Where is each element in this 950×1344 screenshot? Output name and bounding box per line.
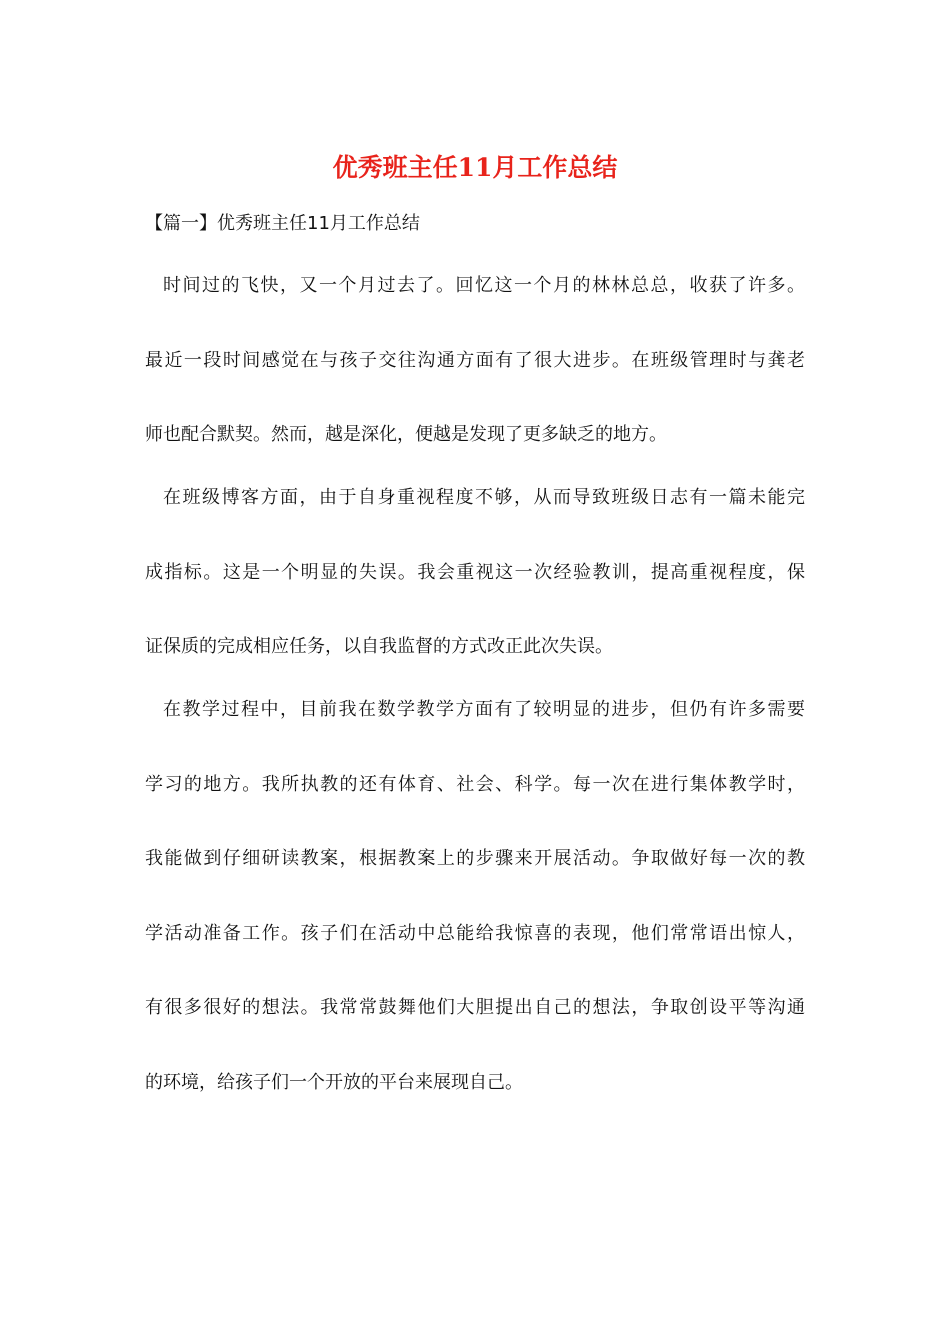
section-heading: 【篇一】优秀班主任11月工作总结 xyxy=(145,213,420,234)
paragraph-line: 最近一段时间感觉在与孩子交往沟通方面有了很大进步。在班级管理时与龚老 xyxy=(145,350,805,371)
paragraph-line: 有很多很好的想法。我常常鼓舞他们大胆提出自己的想法，争取创设平等沟通 xyxy=(145,997,805,1018)
paragraph-line: 师也配合默契。然而，越是深化，便越是发现了更多缺乏的地方。 xyxy=(145,424,667,445)
paragraph-line: 的环境，给孩子们一个开放的平台来展现自己。 xyxy=(145,1072,523,1093)
paragraph-line: 学习的地方。我所执教的还有体育、社会、科学。每一次在进行集体教学时， xyxy=(145,774,805,795)
paragraph-line: 在班级博客方面，由于自身重视程度不够，从而导致班级日志有一篇未能完 xyxy=(163,487,805,508)
paragraph-line: 成指标。这是一个明显的失误。我会重视这一次经验教训，提高重视程度，保 xyxy=(145,562,805,583)
paragraph-line: 在教学过程中，目前我在数学教学方面有了较明显的进步，但仍有许多需要 xyxy=(163,699,805,720)
paragraph-line: 证保质的完成相应任务，以自我监督的方式改正此次失误。 xyxy=(145,636,613,657)
paragraph-line: 我能做到仔细研读教案，根据教案上的步骤来开展活动。争取做好每一次的教 xyxy=(145,848,805,869)
document-title: 优秀班主任11月工作总结 xyxy=(332,153,618,182)
paragraph-line: 时间过的飞快，又一个月过去了。回忆这一个月的林林总总，收获了许多。 xyxy=(163,275,805,296)
paragraph-line: 学活动准备工作。孩子们在活动中总能给我惊喜的表现，他们常常语出惊人， xyxy=(145,923,805,944)
